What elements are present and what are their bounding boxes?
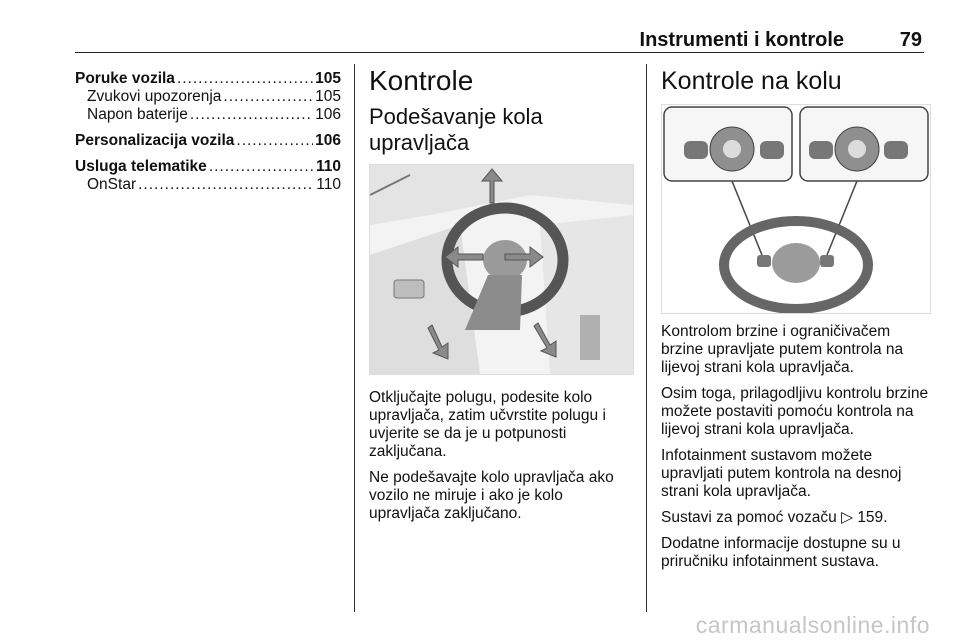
toc-entry-poruke-vozila[interactable]: Poruke vozila ..... 105 [75, 70, 341, 88]
toc-entry-napon-baterije[interactable]: Napon baterije ..... 106 [75, 106, 341, 124]
paragraph: Ne podešavajte kolo upravljača ako vozilo ne miruje i ako je kolo upravljača zaključano. [369, 469, 614, 522]
paragraph: Dodatne informacije dostupne su u priručniku infotainment sustava. [661, 535, 901, 570]
steering-adjustment-illustration [369, 164, 634, 375]
toc-entry-zvukovi-upozorenja[interactable]: Zvukovi upozorenja ..... 105 [75, 88, 341, 106]
toc-entry-personalizacija-vozila[interactable]: Personalizacija vozila ..... 106 [75, 132, 341, 150]
steering-wheel-controls-illustration [661, 104, 931, 314]
cross-reference[interactable]: Sustavi za pomoć vozaču ▷ 159. [661, 509, 888, 526]
column-divider-2 [646, 64, 647, 612]
toc-list [75, 70, 341, 194]
watermark: carmanualsonline.info [695, 612, 930, 638]
page-reference-arrow-icon: ▷ [841, 509, 853, 526]
paragraph: Osim toga, prilagodljivu kontrolu brzine možete postaviti pomoću kontrola na lijevoj strani kola upravljača. [661, 385, 929, 438]
subsection-title: Podešavanje kola upravljača [369, 104, 543, 155]
section-title: Kontrole [369, 65, 474, 96]
col2-text [369, 389, 633, 531]
toc-entry-usluga-telematike[interactable]: Usluga telematike ..... 110 [75, 158, 341, 176]
col3-text [661, 323, 929, 579]
header-rule [75, 52, 924, 53]
paragraph: Otključajte polugu, podesite kolo upravljača, zatim učvrstite polugu i uvjerite se da je u potpunosti zaključana. [369, 389, 606, 460]
section-title: Kontrole na kolu [661, 67, 842, 95]
paragraph: Kontrolom brzine i ograničivačem brzine upravljate putem kontrola na lijevoj strani kola upravljača. [661, 323, 904, 376]
paragraph: Infotainment sustavom možete upravljati putem kontrola na desnoj strani kola upravljača. [661, 447, 902, 500]
page-number: 79 [899, 29, 922, 51]
header-title: Instrumenti i kontrole [639, 29, 844, 51]
column-divider-1 [354, 64, 355, 612]
column-steering-adjustment [369, 64, 635, 156]
toc-entry-onstar[interactable]: OnStar ..... 110 [75, 176, 341, 194]
